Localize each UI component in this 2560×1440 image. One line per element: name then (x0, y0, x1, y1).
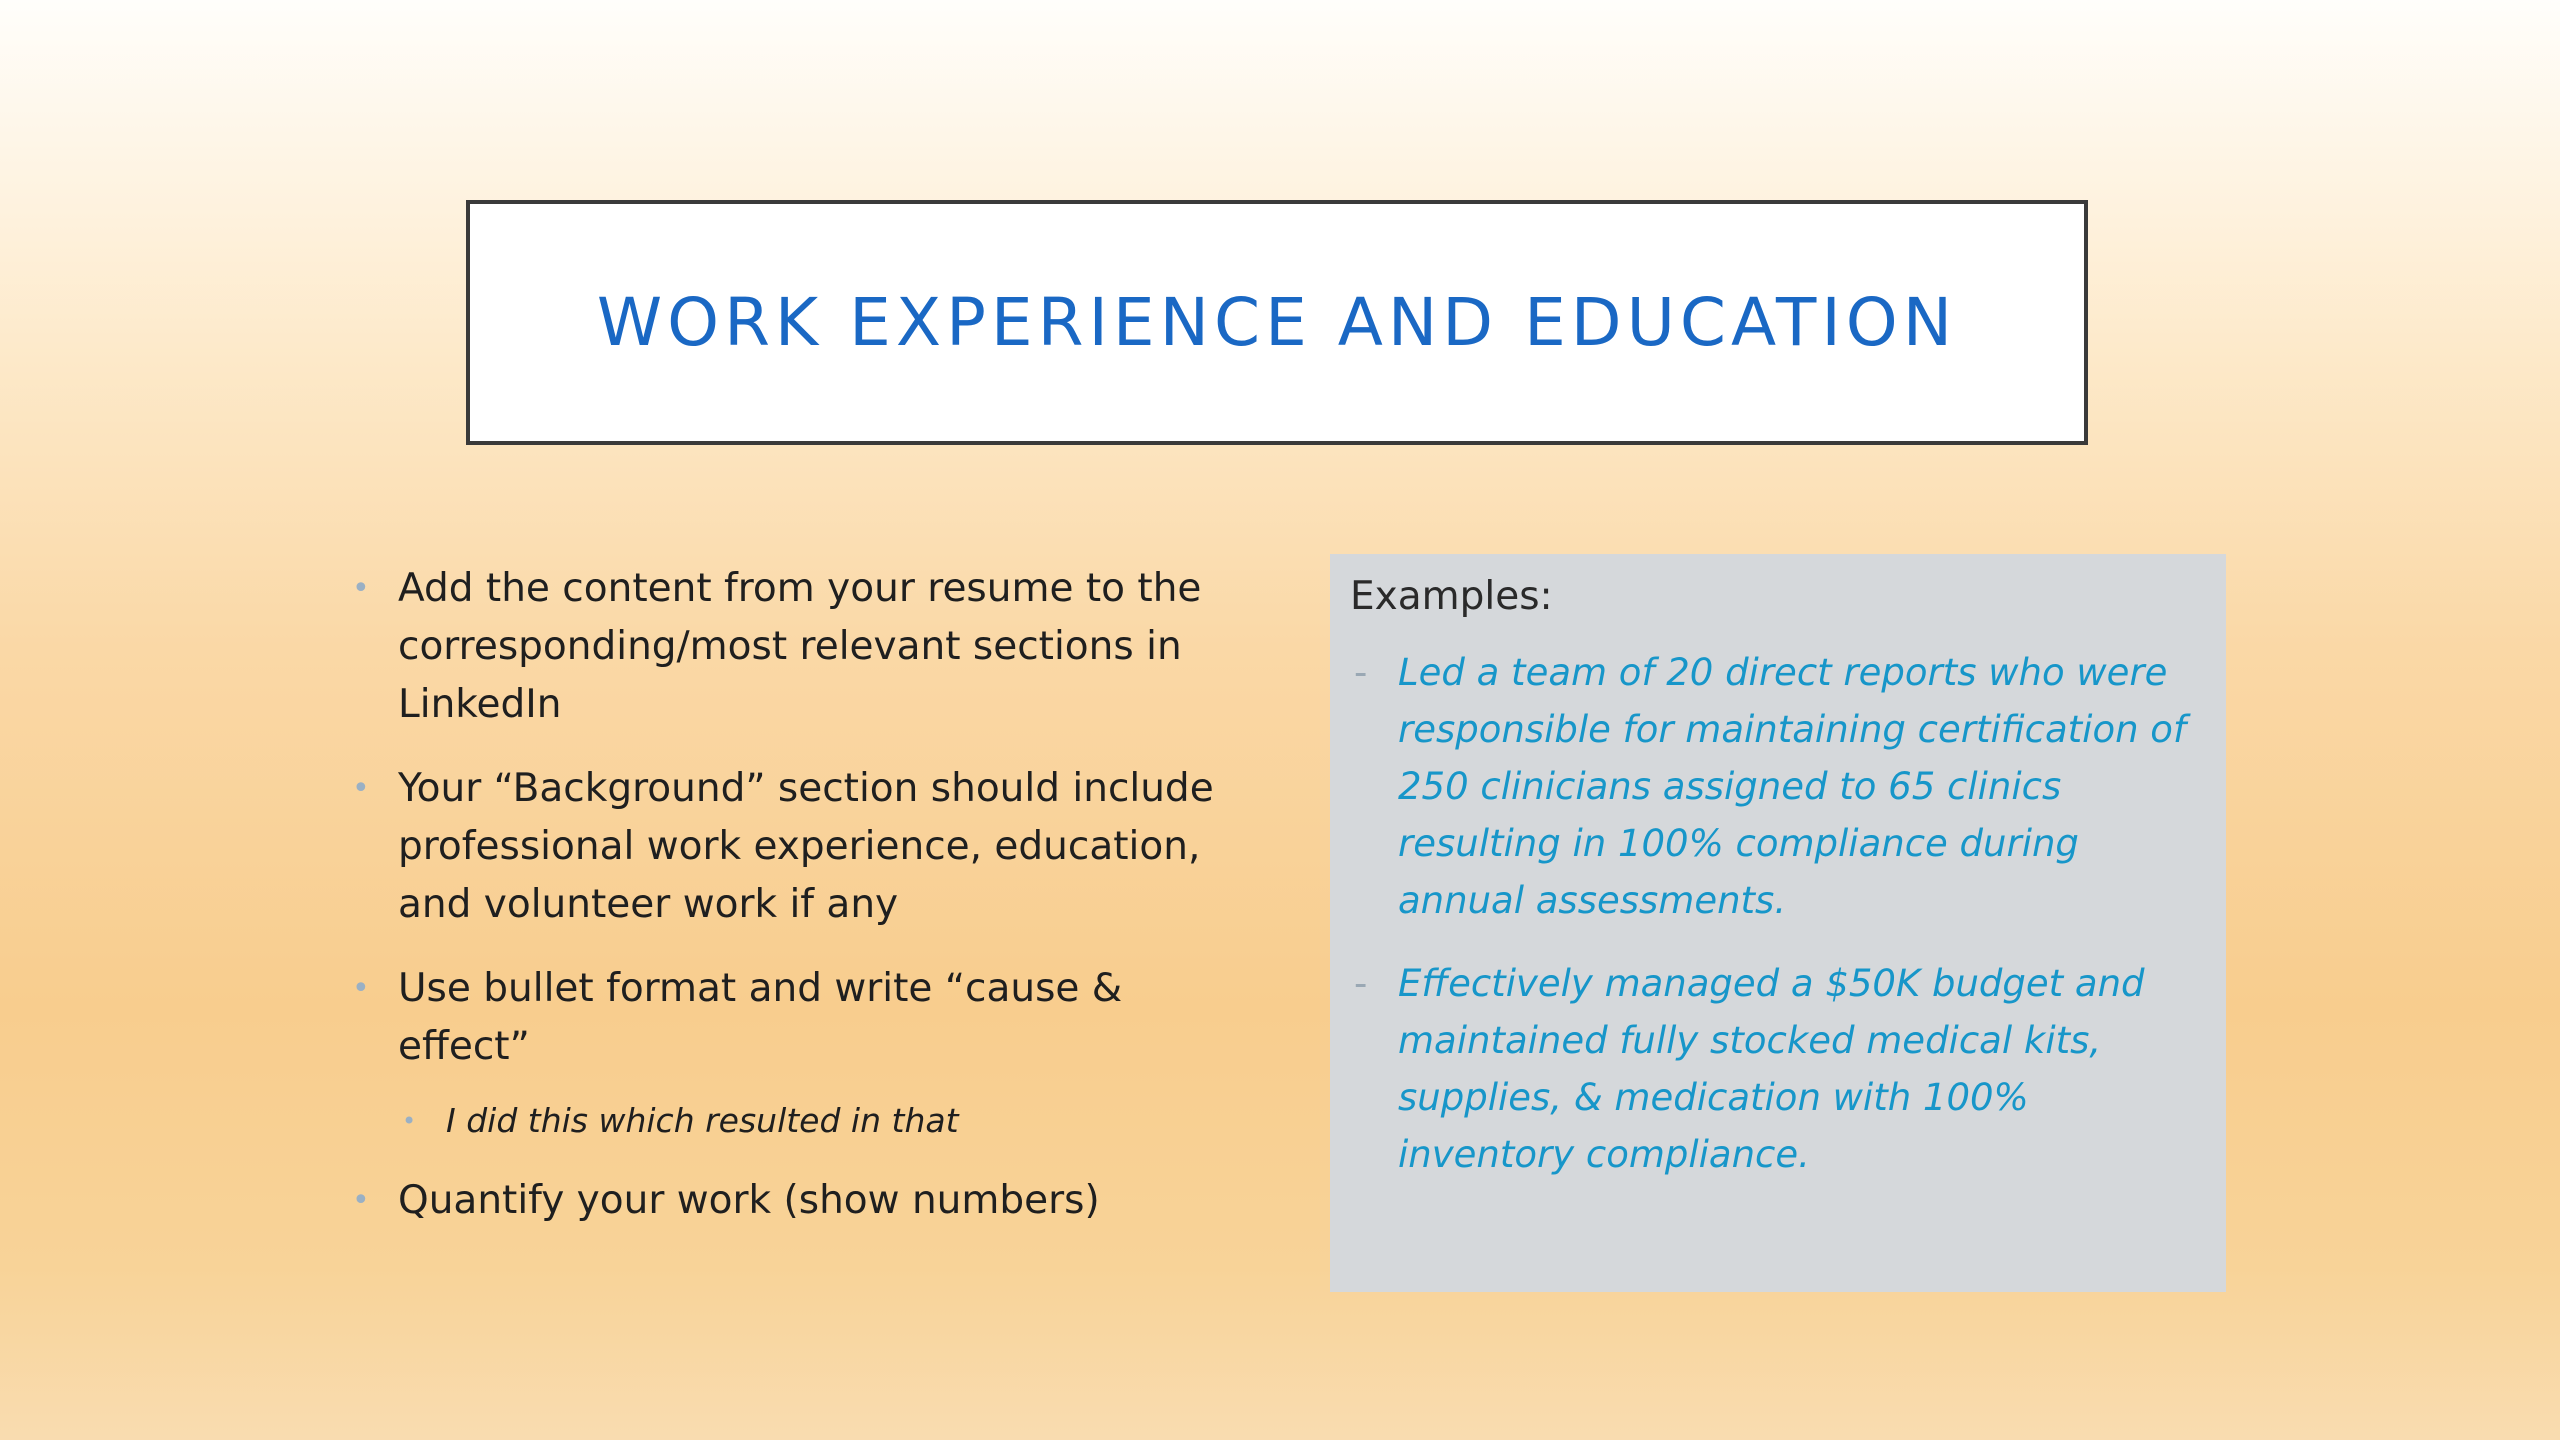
sub-bullet-item (340, 1096, 1240, 1146)
bullet-icon: • (352, 971, 370, 1006)
bullet-icon: • (352, 771, 370, 806)
dash-icon: - (1354, 651, 1368, 694)
bullet-icon: • (402, 1107, 417, 1135)
slide-title: WORK EXPERIENCE AND EDUCATION (596, 284, 1958, 361)
example-text: Effectively managed a $50K budget and maintained fully stocked medical kits, supplies, & medication with 100% inventory compliance. (1398, 962, 2145, 1176)
bullet-item (340, 1172, 1240, 1230)
title-box (466, 200, 2088, 445)
examples-panel (1330, 554, 2226, 1292)
examples-list (1350, 644, 2206, 1183)
examples-heading: Examples: (1350, 574, 1553, 619)
example-item (1350, 955, 2206, 1183)
bullet-item (340, 960, 1240, 1076)
bullet-text: Quantify your work (show numbers) (398, 1178, 1100, 1223)
dash-icon: - (1354, 962, 1368, 1005)
bullet-item (340, 760, 1240, 934)
bullet-text: Your “Background” section should include professional work experience, education, and volunteer work if any (398, 766, 1214, 927)
bullet-list (340, 560, 1240, 1256)
bullet-item (340, 560, 1240, 734)
sub-bullet-text: I did this which resulted in that (446, 1101, 959, 1140)
example-text: Led a team of 20 direct reports who were responsible for maintaining certification of 250 clinicians assigned to 65 clinics resulting in 100% compliance during annual assessments. (1398, 651, 2186, 922)
bullet-icon: • (352, 571, 370, 606)
example-item (1350, 644, 2206, 929)
bullet-icon: • (352, 1183, 370, 1218)
bullet-text: Use bullet format and write “cause & effect” (398, 966, 1123, 1069)
bullet-text: Add the content from your resume to the corresponding/most relevant sections in LinkedIn (398, 566, 1202, 727)
